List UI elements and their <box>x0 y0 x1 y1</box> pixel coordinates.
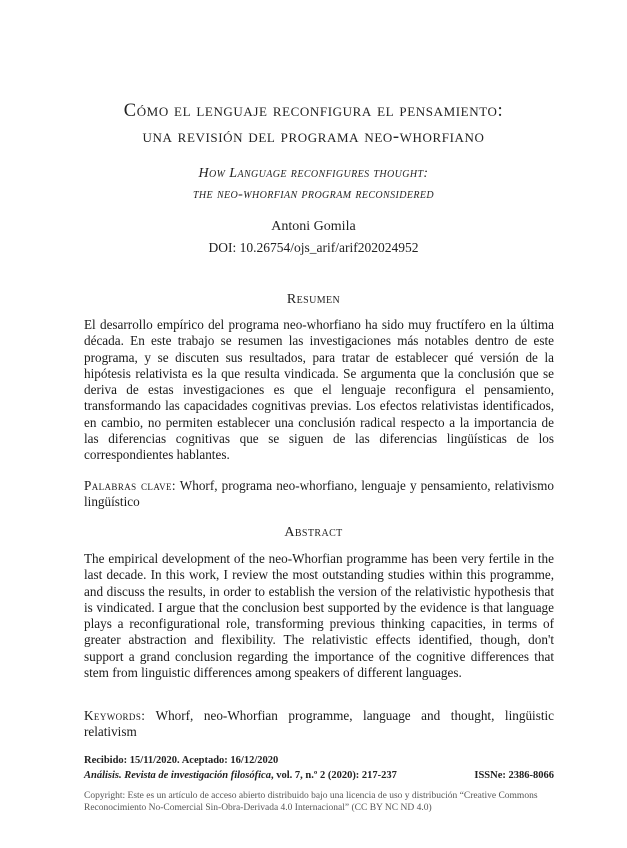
resumen-text: El desarrollo empírico del programa neo-whorfiano ha sido muy fructífero en la última década. En este trabajo se resumen las investigaciones más notables dentro de este programa, y se discuten sus resultados, para tratar de establecer qué versión de la hipótesis relativista es la que resulta vindicada. Se argumenta que la conclusión que se deriva de estas investigaciones es que el lenguaje reconfigura el pensamiento, transformando las capacidades cognitivas previas. Los efectos relativistas identificados, en cambio, no permiten establecer una conclusión radical respecto a la importancia de las diferencias cognitivas que se siguen de las diferencias lingüísticas de los correspondientes hablantes. <box>84 317 554 463</box>
subtitle-line-2: the neo-whorfian program reconsidered <box>192 187 435 202</box>
journal-name: Análisis. Revista de investigación filosófica <box>84 770 271 781</box>
received-dates: Recibido: 15/11/2020. Aceptado: 16/12/2020 <box>84 755 279 766</box>
abstract-heading: Abstract <box>284 525 343 540</box>
issn: ISSNe: 2386-8066 <box>474 770 554 781</box>
journal-reference <box>84 770 397 781</box>
palabras-clave-list: Whorf, programa neo-whorfiano, lenguaje y pensamiento, relativismo lingüístico <box>84 478 555 510</box>
keywords <box>84 708 554 741</box>
resumen-heading: Resumen <box>286 292 341 307</box>
keywords-list: Whorf, neo-Whorfian programme, language and thought, lingüistic relativism <box>84 708 555 740</box>
journal-citation <box>84 770 554 781</box>
author-name: Antoni Gomila <box>271 219 356 234</box>
abstract-text: The empirical development of the neo-Whorfian programme has been very fertile in the last decade. In this work, I review the most outstanding studies within this programme, and discuss the results, in order to establish the version of the relativistic hypothesis that is vindicated. I argue that the conclusion best supported by the evidence is that language plays a reconfigurational role, transforming previous thinking capacities, in terms of greater abstraction and flexibility. The relativistic effects identified, though, don't support a grand conclusion regarding the importance of the cognitive differences that stem from linguistic differences among speakers of different languages. <box>84 551 554 681</box>
keywords-label: Keywords: <box>84 708 146 723</box>
article-subtitle <box>60 163 567 205</box>
license-notice: Copyright: Este es un artículo de acceso abierto distribuido bajo una licencia de uso y distribución “Creative Commons Reconocimiento No-Comercial Sin-Obra-Derivada 4.0 Internacional” (CC BY NC ND 4.0) <box>84 791 538 813</box>
title-line-2: una revisión del programa neo-whorfiano <box>142 127 485 147</box>
palabras-clave <box>84 478 554 511</box>
palabras-clave-label: Palabras clave: <box>84 478 176 493</box>
title-line-1: Cómo el lenguaje reconfigura el pensamiento: <box>123 101 504 121</box>
subtitle-line-1: How Language reconfigures thought: <box>198 166 429 181</box>
journal-volume: , vol. 7, n.º 2 (2020): 217-237 <box>270 770 397 781</box>
article-title <box>60 98 567 150</box>
doi-link[interactable]: DOI: 10.26754/ojs_arif/arif202024952 <box>208 240 419 255</box>
